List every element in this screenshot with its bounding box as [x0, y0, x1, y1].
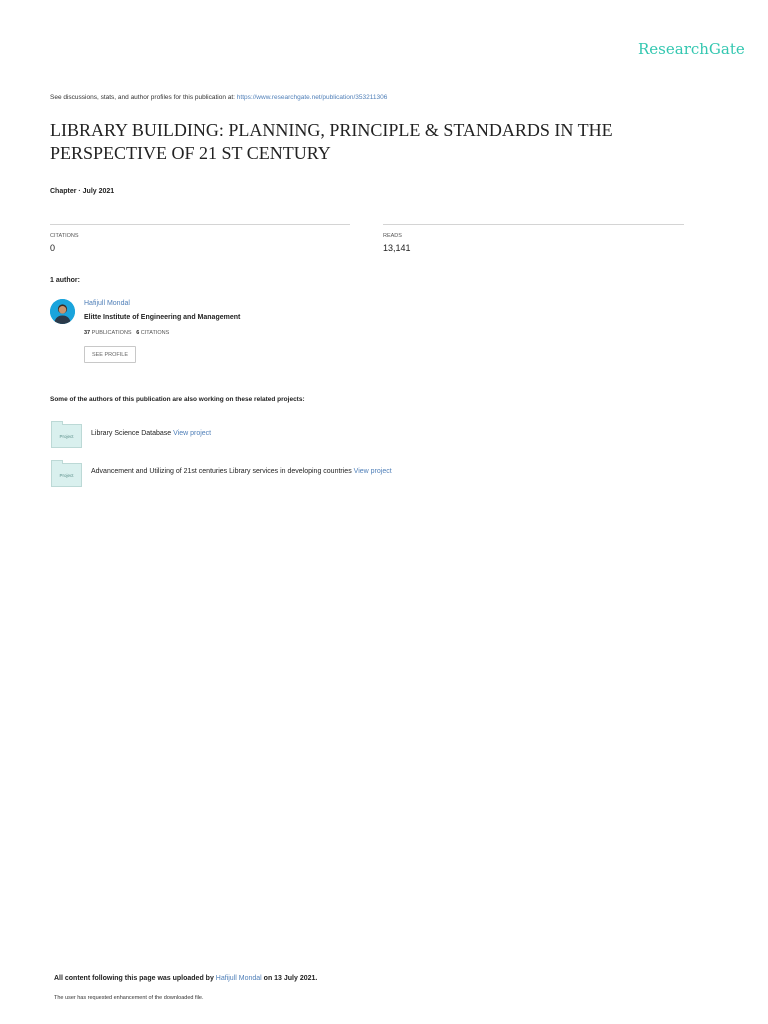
- discussions-line: [50, 94, 387, 101]
- upload-prefix: All content following this page was uploaded by: [54, 975, 216, 982]
- researchgate-logo[interactable]: ResearchGate: [638, 40, 745, 58]
- project-icon-label: Project: [59, 434, 74, 439]
- project-title: Advancement and Utilizing of 21st centuries Library services in developing countries: [91, 468, 352, 475]
- citations-value: 0: [50, 243, 56, 253]
- related-projects-heading: Some of the authors of this publication are also working on these related projects:: [50, 396, 305, 403]
- citations-label: CITATIONS: [50, 233, 79, 239]
- author-stats: [84, 330, 169, 336]
- author-name-link[interactable]: Hafijull Mondal: [84, 300, 130, 307]
- author-publications-label: PUBLICATIONS: [91, 330, 132, 336]
- project-folder-icon: [51, 463, 82, 487]
- publication-title: LIBRARY BUILDING: PLANNING, PRINCIPLE & STANDARDS IN THE PERSPECTIVE OF 21 ST CENTURY: [50, 120, 613, 163]
- project-title: Library Science Database: [91, 430, 172, 437]
- uploader-link[interactable]: Hafijull Mondal: [215, 975, 262, 982]
- author-institution: Elitte Institute of Engineering and Management: [84, 314, 241, 321]
- publication-meta: Chapter · July 2021: [50, 188, 115, 195]
- see-profile-button[interactable]: SEE PROFILE: [84, 346, 136, 363]
- download-note: The user has requested enhancement of the downloaded file.: [54, 995, 204, 1001]
- authors-heading: 1 author:: [50, 277, 80, 284]
- author-citations-count: 6: [136, 330, 140, 336]
- view-project-link[interactable]: View project: [353, 468, 392, 475]
- publication-url-link[interactable]: https://www.researchgate.net/publication/353211306: [236, 94, 388, 101]
- project-icon-label: Project: [59, 473, 74, 478]
- view-project-link[interactable]: View project: [173, 430, 212, 437]
- project-folder-icon: [51, 424, 82, 448]
- author-avatar[interactable]: [50, 299, 75, 324]
- upload-note: [54, 975, 317, 982]
- author-publications-count: 37: [84, 330, 91, 336]
- reads-label: READS: [383, 233, 402, 239]
- divider-reads: [383, 224, 684, 225]
- person-icon: [50, 299, 75, 324]
- project-item: [91, 468, 392, 475]
- author-citations-label: CITATIONS: [140, 330, 170, 336]
- upload-suffix: on 13 July 2021.: [261, 975, 318, 982]
- discussions-text: See discussions, stats, and author profiles for this publication at:: [50, 94, 237, 101]
- divider-citations: [50, 224, 350, 225]
- project-item: [91, 430, 211, 437]
- reads-value: 13,141: [383, 243, 411, 253]
